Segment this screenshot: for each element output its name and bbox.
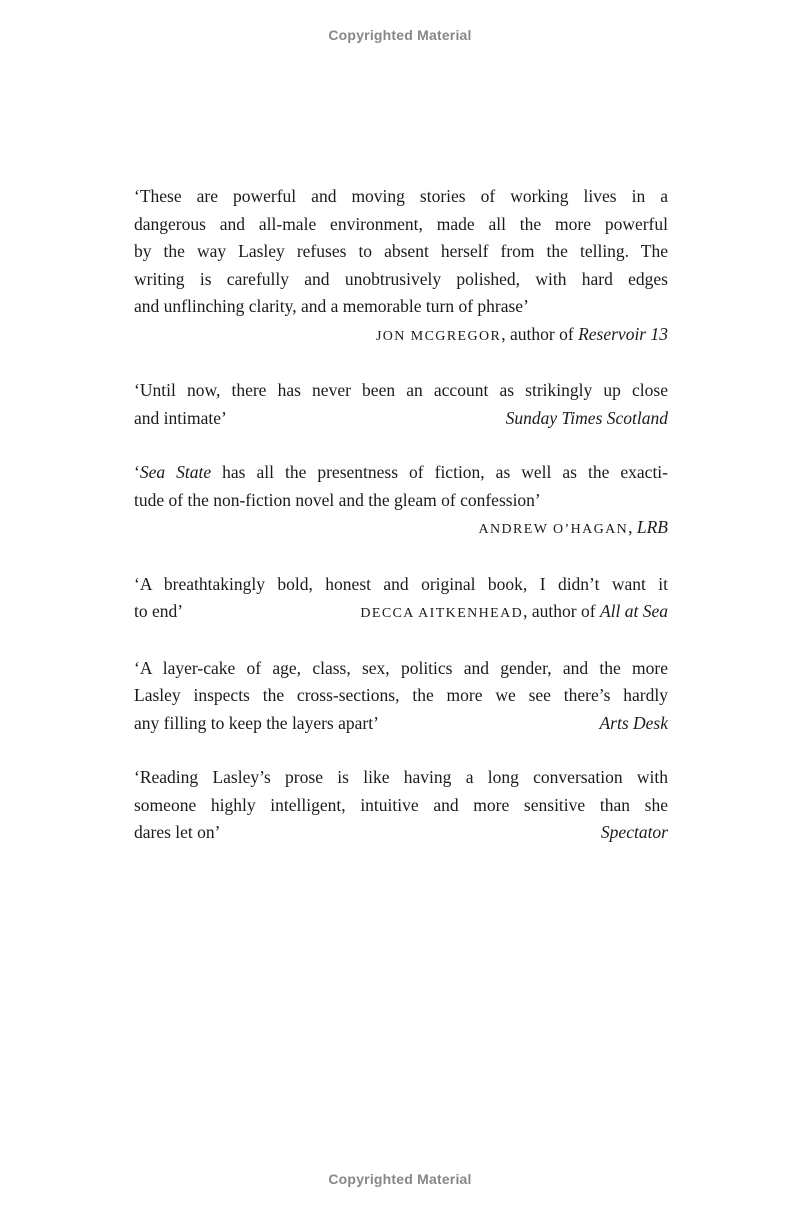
- quote-line: [134, 459, 668, 487]
- quote-text: ‘These are powerful and moving stories of working lives in a: [134, 186, 668, 206]
- quote-text: Lasley inspects the cross-sections, the more we see there’s hardly: [134, 685, 668, 705]
- attribution-line: [360, 598, 668, 628]
- quote-text: dares let on’: [134, 822, 221, 842]
- quote-text: writing is carefully and unobtrusively polished, with hard edges: [134, 268, 668, 289]
- attribution-name: ANDREW O’HAGAN: [478, 522, 629, 537]
- quote-text: any filling to keep the layers apart’: [134, 712, 379, 733]
- quote-line: [134, 183, 668, 211]
- quote-text: ‘Reading Lasley’s prose is like having a long conversation with: [134, 767, 668, 787]
- attribution-line: [134, 514, 668, 544]
- quote-line: [134, 487, 668, 515]
- quote-text: , author of: [501, 323, 579, 344]
- work-title: Spectator: [600, 822, 668, 842]
- quote-line: [134, 710, 668, 738]
- review-quote: [134, 377, 668, 432]
- quote-line: [134, 655, 668, 683]
- work-title: All at Sea: [599, 601, 668, 621]
- work-title: Sunday Times Scotland: [505, 407, 668, 428]
- quote-line: [134, 266, 668, 294]
- quote-text: ‘A layer-cake of age, class, sex, politics and gender, and the more: [134, 657, 668, 678]
- review-quote: [134, 183, 668, 350]
- quote-text: by the way Lasley refuses to absent herself from the telling. The: [134, 241, 668, 261]
- quote-line-left: [134, 819, 221, 847]
- review-quote: [134, 459, 668, 544]
- quote-line: [134, 238, 668, 266]
- quote-text: someone highly intelligent, intuitive and more sensitive than she: [134, 794, 668, 815]
- attribution-name: DECCA AITKENHEAD: [360, 606, 524, 621]
- attribution-line: [134, 321, 668, 351]
- quote-line: [134, 377, 668, 405]
- quote-text: dangerous and all-male environment, made all the more powerful: [134, 213, 668, 234]
- quote-line-left: [134, 598, 183, 626]
- attribution-line: [601, 819, 668, 847]
- quote-text: ‘Until now, there has never been an account as strikingly up close: [134, 380, 668, 400]
- work-title: Sea State: [139, 462, 212, 482]
- attribution-line: [506, 405, 668, 433]
- quote-text: , author of: [523, 601, 600, 621]
- quote-line: [134, 792, 668, 820]
- quote-text: and unflinching clarity, and a memorable turn of phrase’: [134, 296, 529, 316]
- quote-text: tude of the non-fiction novel and the gleam of confession’: [134, 489, 541, 510]
- quote-text: and intimate’: [134, 407, 227, 428]
- quote-text: ‘A breathtakingly bold, honest and original book, I didn’t want it: [134, 573, 668, 594]
- quote-line: [134, 571, 668, 599]
- quote-text: ,: [628, 517, 637, 537]
- attribution-name: JON MCGREGOR: [375, 328, 502, 344]
- work-title: LRB: [636, 517, 668, 537]
- work-title: Arts Desk: [599, 712, 668, 733]
- quote-line-left: [134, 405, 227, 433]
- review-quote: [134, 764, 668, 847]
- quote-text: has all the presentness of fiction, as well as the exacti-: [211, 462, 668, 482]
- quote-line: [134, 764, 668, 792]
- praise-quotes-section: [134, 183, 668, 874]
- review-quote: [134, 571, 668, 628]
- quote-line: [134, 211, 668, 239]
- review-quote: [134, 655, 668, 738]
- work-title: Reservoir 13: [578, 323, 668, 344]
- copyright-watermark-bottom: Copyrighted Material: [328, 1171, 472, 1187]
- quote-line: [134, 682, 668, 710]
- quote-line: [134, 293, 668, 321]
- quote-text: to end’: [134, 601, 184, 621]
- quote-line: [134, 405, 668, 433]
- copyright-watermark-top: Copyrighted Material: [328, 27, 472, 43]
- attribution-line: [599, 710, 668, 738]
- quote-line: [134, 819, 668, 847]
- quote-line-left: [134, 710, 379, 738]
- quote-text: ‘: [134, 462, 140, 482]
- quote-line: [134, 598, 668, 628]
